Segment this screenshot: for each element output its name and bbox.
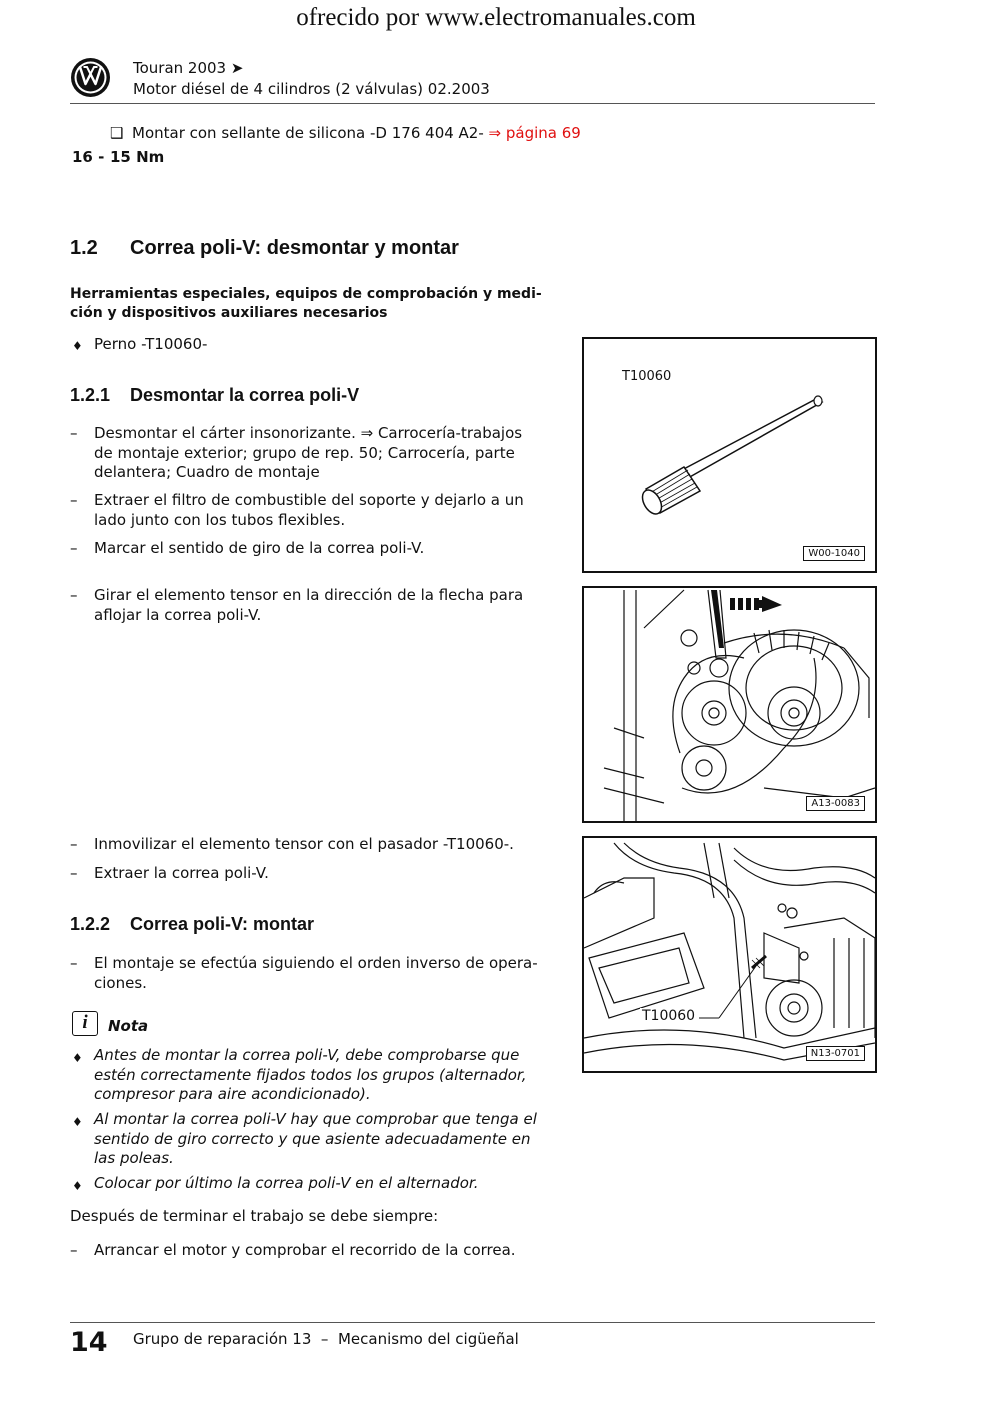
note-check-direction: Al montar la correa poli-V hay que comprobar que tenga el sentido de giro correcto y que asiente adecuadamente en las poleas. <box>94 1110 537 1167</box>
step-turn-tensioner: Girar el elemento tensor en la dirección de la flecha para aflojar la correa poli-V. <box>94 586 524 624</box>
note-alternator-last: Colocar por último la correa poli-V en el alternador. <box>94 1174 479 1192</box>
vw-logo <box>70 57 111 98</box>
torque-value: 15 Nm <box>110 148 165 166</box>
step-start-engine: Arrancar el motor y comprobar el recorrido de la correa. <box>94 1241 516 1259</box>
after-work-text: Después de terminar el trabajo se debe siempre: <box>70 1207 439 1225</box>
step-remove-cover: Desmontar el cárter insonorizante. ⇒ Carrocería-trabajos de montaje exterior; grupo de rep. 50; Carrocería, parte delantera; Cuadro de montaje <box>94 424 523 481</box>
subsection-2-number: 1.2.2 <box>70 914 111 934</box>
header-rule <box>70 103 875 104</box>
figure-pin-installed <box>582 836 877 1073</box>
footer-rule <box>70 1322 875 1323</box>
dash: – <box>70 1241 78 1259</box>
subsection-1-number: 1.2.1 <box>70 385 111 405</box>
section-title: Correa poli-V: desmontar y montar <box>130 237 459 259</box>
tools-heading: Herramientas especiales, equipos de comprobación y medi- ción y dispositivos auxiliares necesarios <box>70 286 542 321</box>
dash: – <box>70 424 78 442</box>
info-icon: i <box>72 1011 98 1036</box>
note-label: Nota <box>108 1017 149 1035</box>
note-bullet: ♦ <box>72 1179 83 1193</box>
figure-code: A13-0083 <box>806 796 865 811</box>
tool-item: Perno -T10060- <box>94 335 208 353</box>
step-mark-direction: Marcar el sentido de giro de la correa poli-V. <box>94 539 425 557</box>
sealant-line <box>132 124 581 144</box>
dash: – <box>70 539 78 557</box>
header-model: Touran 2003 ➤ <box>133 59 244 77</box>
tool-bullet: ♦ <box>72 339 83 353</box>
page-69-link[interactable]: ⇒ página 69 <box>488 124 581 142</box>
subsection-1-title: Desmontar la correa poli-V <box>130 385 360 405</box>
torque-item-number: 16 - <box>72 148 105 166</box>
tensioner-drawing <box>584 588 875 821</box>
section-number: 1.2 <box>70 237 98 259</box>
dash: – <box>70 586 78 604</box>
sealant-text: Montar con sellante de silicona -D 176 404 A2- <box>132 124 484 142</box>
step-remove-belt: Extraer la correa poli-V. <box>94 864 269 882</box>
dash: – <box>70 954 78 972</box>
dash: – <box>70 864 78 882</box>
figure-code: W00-1040 <box>803 546 865 561</box>
dash: – <box>70 835 78 853</box>
checkbox-icon: ❑ <box>110 124 124 142</box>
figure-pin-t10060 <box>582 337 877 573</box>
step-lock-tensioner: Inmovilizar el elemento tensor con el pasador -T10060-. <box>94 835 514 853</box>
pin-drawing <box>584 339 875 571</box>
dash: – <box>70 491 78 509</box>
subsection-2-title: Correa poli-V: montar <box>130 914 315 934</box>
engine-bay-drawing <box>584 838 875 1071</box>
step-remove-filter: Extraer el filtro de combustible del soporte y dejarlo a un lado junto con los tubos flexibles. <box>94 491 524 529</box>
watermark-text: ofrecido por www.electromanuales.com <box>296 4 696 31</box>
figure-code: N13-0701 <box>806 1046 865 1061</box>
footer-group: Grupo de reparación 13 – Mecanismo del cigüeñal <box>133 1330 519 1348</box>
note-bullet: ♦ <box>72 1051 83 1065</box>
figure-tensioner-direction <box>582 586 877 823</box>
header-engine: Motor diésel de 4 cilindros (2 válvulas) 02.2003 <box>133 80 490 98</box>
figure-tool-label: T10060 <box>642 1008 696 1024</box>
figure-tool-label: T10060 <box>622 369 672 384</box>
step-reverse-order: El montaje se efectúa siguiendo el orden inverso de opera- ciones. <box>94 954 538 992</box>
note-check-units: Antes de montar la correa poli-V, debe comprobarse que estén correctamente fijados todos los grupos (alternador, compresor para aire acondicionado). <box>94 1046 527 1103</box>
note-bullet: ♦ <box>72 1115 83 1129</box>
page-number: 14 <box>70 1327 108 1358</box>
